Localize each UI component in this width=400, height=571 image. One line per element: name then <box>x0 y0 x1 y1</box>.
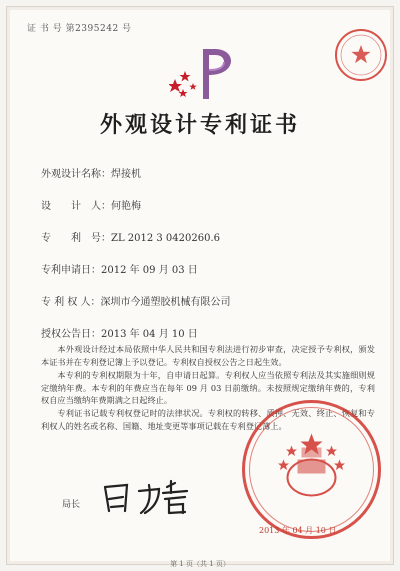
grant-date-value: 2013 年 04 月 10 日 <box>101 329 198 340</box>
certificate-title: 外观设计专利证书 <box>99 112 300 138</box>
certificate-sheet <box>6 6 394 568</box>
patent-number-field <box>41 229 220 244</box>
design-name-value: 焊接机 <box>111 169 141 180</box>
grant-date-label: 授权公告日： <box>41 329 101 340</box>
seal-date: 2013 年 04 月 10 日 <box>259 526 337 535</box>
paragraph-1: 本外观设计经过本局依照中华人民共和国专利法进行初步审查，决定授予专利权，颁发本证书并在专利登记簿上予以登记。专利权自授权公告之日起生效。 <box>41 344 375 367</box>
filing-date-value: 2012 年 09 月 03 日 <box>101 265 198 276</box>
page-footer: 第 1 页（共 1 页） <box>170 560 230 568</box>
director-label: 局长 <box>62 500 81 510</box>
cnipa-logo-icon <box>169 43 241 103</box>
certificate-number: 证 书 号 第2395242 号 <box>27 24 132 34</box>
official-seal-icon <box>239 397 384 542</box>
paragraph-3: 专利证书记载专利权登记时的法律状况。专利权的转移、质押、无效、终止、恢复和专利权人的姓名或名称、国籍、地址变更等事项记载在专利登记簿上。 <box>41 408 375 431</box>
paragraph-2: 本专利的专利权期限为十年，自申请日起算。专利权人应当依照专利法及其实施细则规定缴纳年费。本专利的年费应当在每年 09 月 03 日前缴纳。未按照规定缴纳年费的，专利权自应当缴纳年费期满之日起终止。 <box>41 370 375 405</box>
design-name-field <box>41 165 141 180</box>
designer-field <box>41 197 141 212</box>
filing-date-field <box>41 261 198 276</box>
patentee-field <box>41 293 231 308</box>
filing-date-label: 专利申请日： <box>41 265 101 276</box>
director-signature-icon <box>99 477 194 517</box>
designer-value: 何艳梅 <box>111 201 141 212</box>
grant-date-field <box>41 325 198 340</box>
patent-number-label: 专 利 号： <box>41 233 111 244</box>
patentee-label: 专 利 权 人： <box>41 297 101 308</box>
patentee-value: 深圳市今通塑胶机械有限公司 <box>100 297 231 308</box>
agency-stamp-icon <box>333 27 389 83</box>
design-name-label: 外观设计名称： <box>41 169 111 180</box>
designer-label: 设 计 人： <box>41 201 111 212</box>
patent-number-value: ZL 2012 3 0420260.6 <box>111 233 221 244</box>
